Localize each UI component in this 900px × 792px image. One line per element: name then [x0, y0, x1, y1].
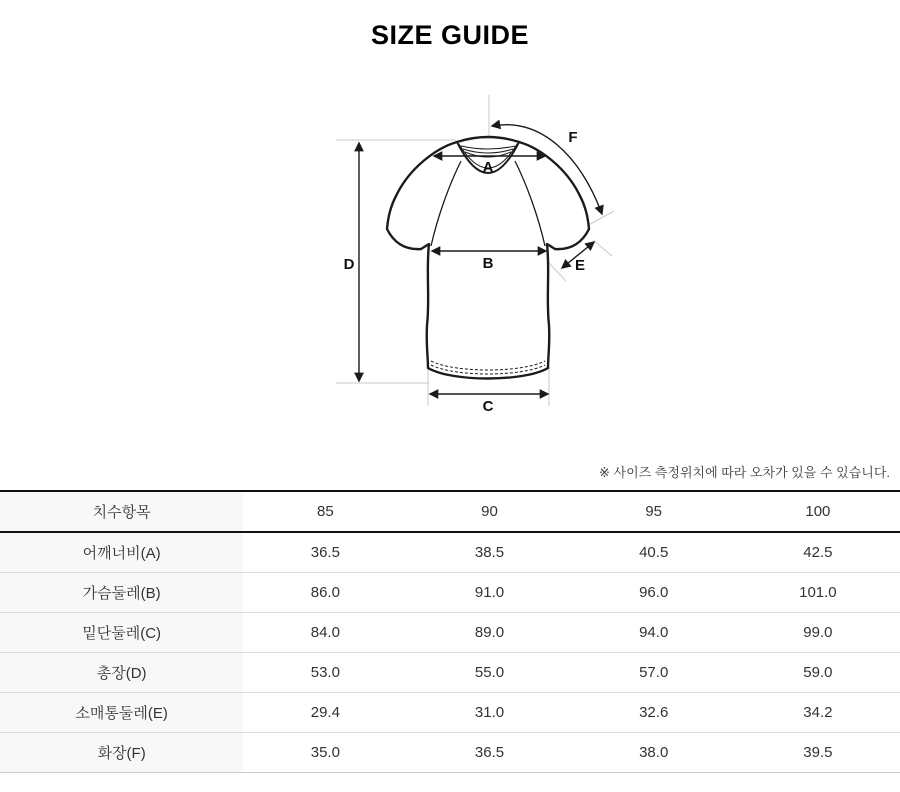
measure-value-cell: 35.0 — [243, 733, 407, 773]
measure-value-cell: 99.0 — [736, 613, 900, 653]
size-header-100: 100 — [736, 491, 900, 532]
measure-label-cell: 소매통둘레(E) — [0, 693, 243, 733]
measure-value-cell: 31.0 — [407, 693, 571, 733]
measure-value-cell: 36.5 — [407, 733, 571, 773]
size-table-header-row — [0, 491, 900, 532]
label-E: E — [574, 257, 586, 274]
tshirt-diagram — [0, 60, 900, 460]
size-header-90: 90 — [407, 491, 571, 532]
label-F: F — [568, 129, 578, 146]
size-header-85: 85 — [243, 491, 407, 532]
table-row-shoulder — [0, 532, 900, 573]
measure-value-cell: 42.5 — [736, 532, 900, 573]
measure-value-cell: 38.0 — [572, 733, 736, 773]
table-row-sleeve-opening — [0, 693, 900, 733]
measure-value-cell: 91.0 — [407, 573, 571, 613]
measure-value-cell: 53.0 — [243, 653, 407, 693]
measure-label-cell: 어깨너비(A) — [0, 532, 243, 573]
measure-value-cell: 40.5 — [572, 532, 736, 573]
label-D: D — [343, 256, 355, 273]
measure-value-cell: 57.0 — [572, 653, 736, 693]
table-row-hem — [0, 613, 900, 653]
label-C: C — [482, 398, 494, 415]
measure-label-cell: 총장(D) — [0, 653, 243, 693]
measure-value-cell: 39.5 — [736, 733, 900, 773]
measure-value-cell: 55.0 — [407, 653, 571, 693]
table-row-sleeve-length — [0, 733, 900, 773]
size-table — [0, 490, 900, 773]
measure-value-cell: 34.2 — [736, 693, 900, 733]
tshirt-diagram-svg — [0, 60, 900, 460]
measure-label-cell: 밑단둘레(C) — [0, 613, 243, 653]
table-row-chest — [0, 573, 900, 613]
measure-value-cell: 96.0 — [572, 573, 736, 613]
measure-value-cell: 36.5 — [243, 532, 407, 573]
table-row-length — [0, 653, 900, 693]
measurement-disclaimer: ※ 사이즈 측정위치에 따라 오차가 있을 수 있습니다. — [599, 465, 890, 480]
measure-value-cell: 59.0 — [736, 653, 900, 693]
item-column-header: 치수항목 — [0, 491, 243, 532]
measure-value-cell: 89.0 — [407, 613, 571, 653]
measure-value-cell: 29.4 — [243, 693, 407, 733]
label-B: B — [482, 255, 494, 272]
measure-value-cell: 101.0 — [736, 573, 900, 613]
measure-value-cell: 32.6 — [572, 693, 736, 733]
measure-value-cell: 94.0 — [572, 613, 736, 653]
measure-label-cell: 가슴둘레(B) — [0, 573, 243, 613]
measure-label-cell: 화장(F) — [0, 733, 243, 773]
measure-value-cell: 86.0 — [243, 573, 407, 613]
measure-value-cell: 84.0 — [243, 613, 407, 653]
size-header-95: 95 — [572, 491, 736, 532]
measure-value-cell: 38.5 — [407, 532, 571, 573]
label-A: A — [482, 159, 494, 176]
page-title: SIZE GUIDE — [370, 20, 530, 50]
